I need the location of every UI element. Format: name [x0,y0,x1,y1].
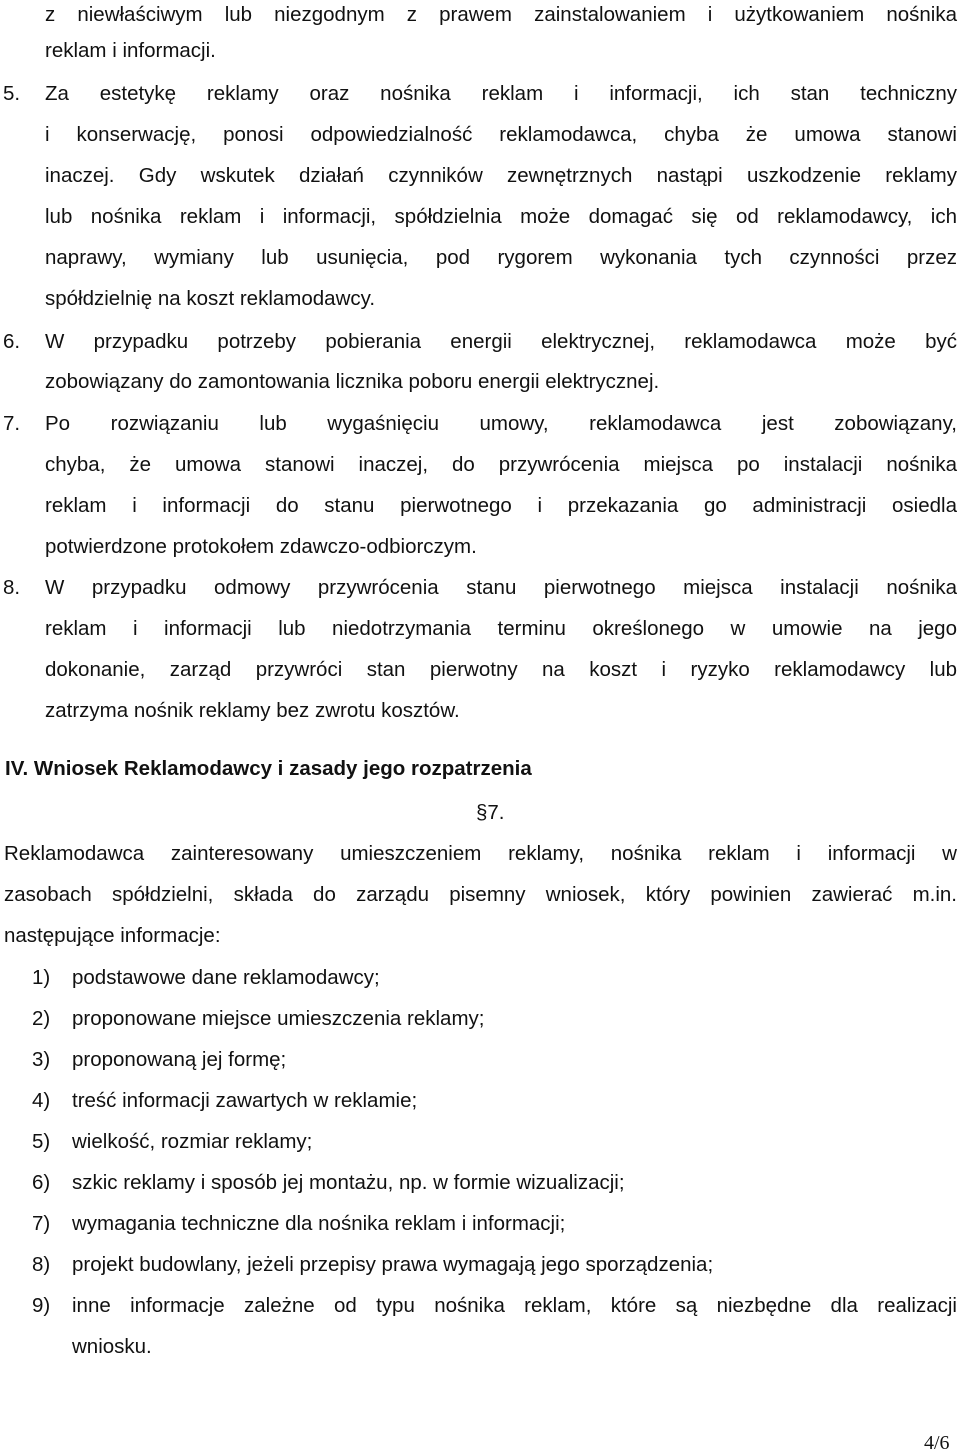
text-line: Reklamodawca zainteresowany umieszczeniem reklamy, nośnika reklam i informacji w [4,842,957,865]
text-line: reklam i informacji lub niedotrzymania terminu określonego w umowie na jego [45,617,957,640]
list-item-number: 6) [32,1171,51,1194]
text-line: W przypadku odmowy przywrócenia stanu pierwotnego miejsca instalacji nośnika [45,576,957,599]
list-item-number: 1) [32,966,51,989]
item-number: 8. [3,576,21,599]
item-number: 5. [3,82,21,105]
item-number: 7. [3,412,21,435]
text-line: dokonanie, zarząd przywróci stan pierwotny na koszt i ryzyko reklamodawcy lub [45,658,957,681]
paragraph-mark [476,799,505,827]
text-line: zatrzyma nośnik reklamy bez zwrotu kosztów. [45,699,460,722]
page-number: 4/6 [924,1432,950,1454]
list-item-number: 5) [32,1130,51,1153]
list-item: proponowane miejsce umieszczenia reklamy; [72,1007,485,1030]
text-line: lub nośnika reklam i informacji, spółdzielnia może domagać się od reklamodawcy, ich [45,205,957,228]
list-item: wielkość, rozmiar reklamy; [72,1130,313,1153]
paragraph-number: 7. [487,801,505,824]
text-line: inaczej. Gdy wskutek działań czynników zewnętrznych nastąpi uszkodzenie reklamy [45,164,957,187]
list-item: inne informacje zależne od typu nośnika reklam, które są niezbędne dla realizacji [72,1294,957,1317]
list-item-number: 3) [32,1048,51,1071]
list-item: podstawowe dane reklamodawcy; [72,966,380,989]
list-item-number: 9) [32,1294,51,1317]
section-sign: § [476,801,488,824]
list-item: szkic reklamy i sposób jej montażu, np. w formie wizualizacji; [72,1171,625,1194]
text-line: zobowiązany do zamontowania licznika poboru energii elektrycznej. [45,370,660,393]
text-line: potwierdzone protokołem zdawczo-odbiorczym. [45,535,477,558]
text-line: W przypadku potrzeby pobierania energii elektrycznej, reklamodawca może być [45,330,957,353]
list-item-number: 2) [32,1007,51,1030]
item-number: 6. [3,330,21,353]
list-item: treść informacji zawartych w reklamie; [72,1089,418,1112]
list-item: proponowaną jej formę; [72,1048,287,1071]
text-line: chyba, że umowa stanowi inaczej, do przywrócenia miejsca po instalacji nośnika [45,453,957,476]
text-line: następujące informacje: [4,924,221,947]
text-line: reklam i informacji do stanu pierwotnego i przekazania go administracji osiedla [45,494,957,517]
text-line: i konserwację, ponosi odpowiedzialność reklamodawca, chyba że umowa stanowi [45,123,957,146]
list-item: projekt budowlany, jeżeli przepisy prawa wymagają jego sporządzenia; [72,1253,714,1276]
text-line: reklam i informacji. [45,39,216,62]
text-line: Po rozwiązaniu lub wygaśnięciu umowy, reklamodawca jest zobowiązany, [45,412,957,435]
text-line: Za estetykę reklamy oraz nośnika reklam i informacji, ich stan techniczny [45,82,957,105]
section-heading: IV. Wniosek Reklamodawcy i zasady jego rozpatrzenia [5,757,532,780]
list-item-number: 7) [32,1212,51,1235]
text-line: z niewłaściwym lub niezgodnym z prawem zainstalowaniem i użytkowaniem nośnika [45,3,957,26]
text-line: spółdzielnię na koszt reklamodawcy. [45,287,376,310]
list-item: wniosku. [72,1335,152,1358]
text-line: zasobach spółdzielni, składa do zarządu pisemny wniosek, który powinien zawierać m.in. [4,883,957,906]
text-line: naprawy, wymiany lub usunięcia, pod rygorem wykonania tych czynności przez [45,246,957,269]
list-item: wymagania techniczne dla nośnika reklam i informacji; [72,1212,566,1235]
list-item-number: 4) [32,1089,51,1112]
list-item-number: 8) [32,1253,51,1276]
